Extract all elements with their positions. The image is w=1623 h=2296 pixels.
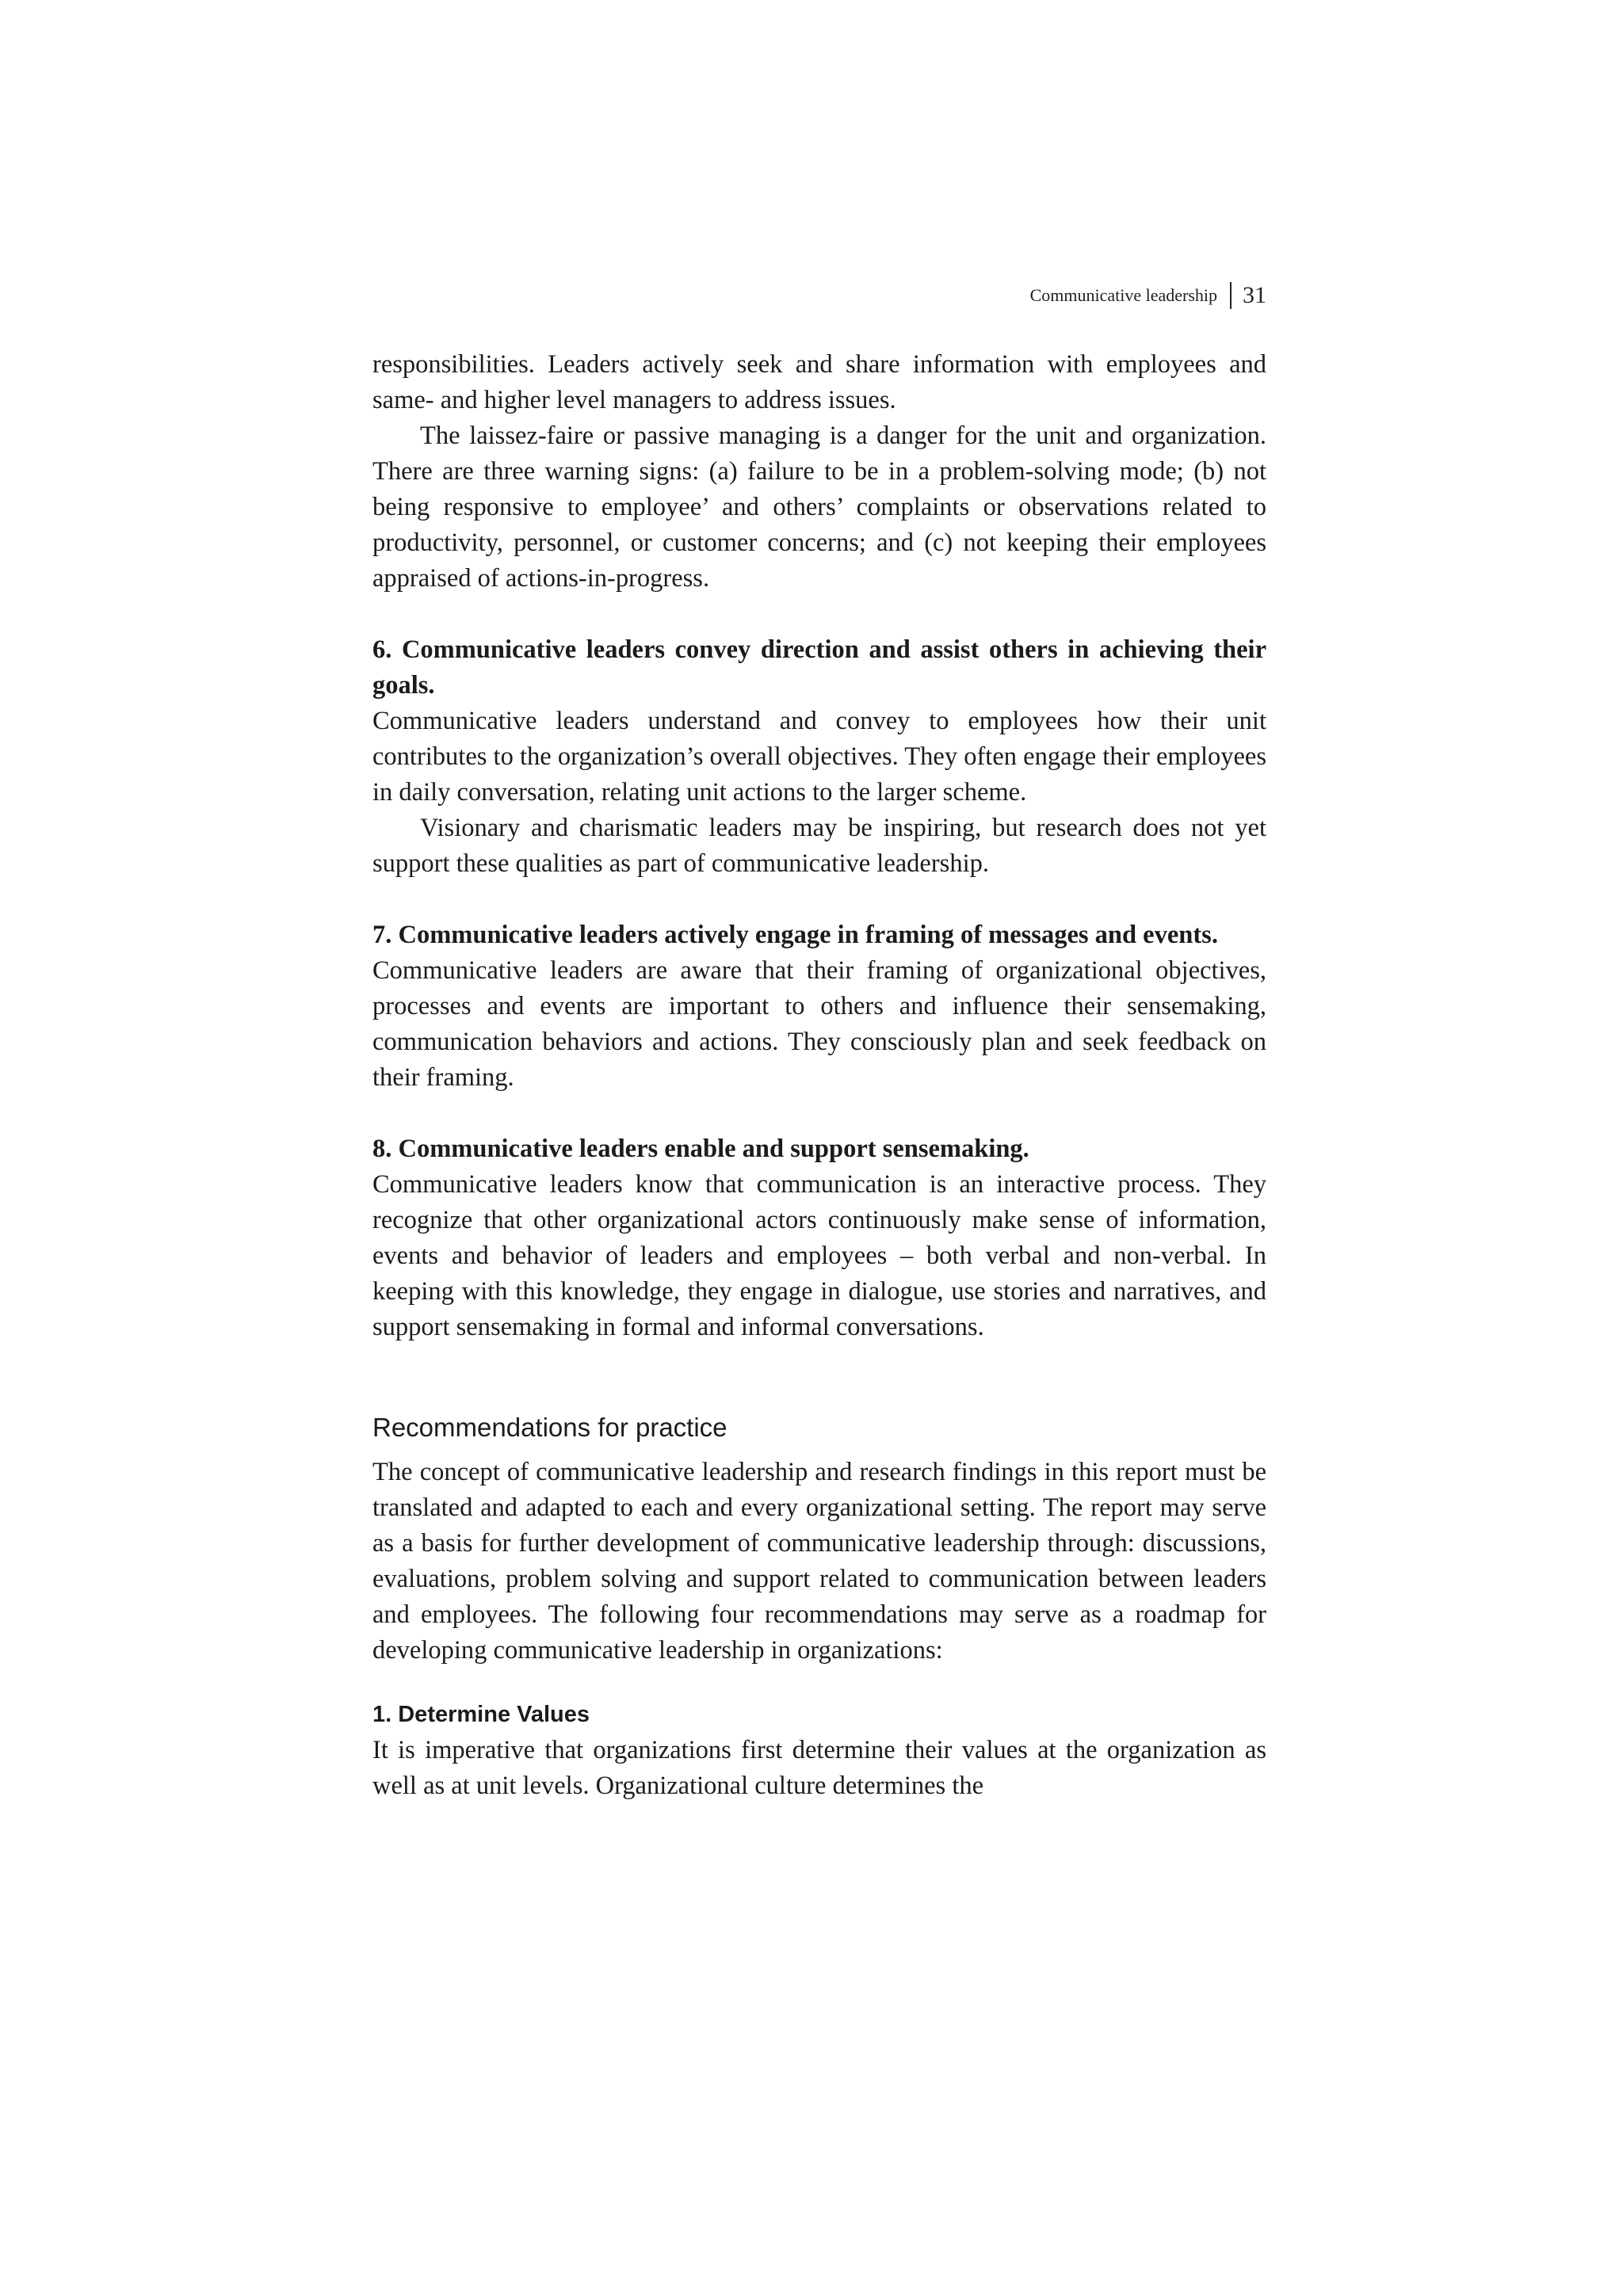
spacer	[372, 1096, 1266, 1131]
item-6-paragraph-2: Visionary and charismatic leaders may be inspiring, but research does not yet support these qualities as part of communicative leadership.	[372, 814, 1266, 878]
page-body	[372, 347, 1266, 1804]
header-divider	[1230, 282, 1232, 309]
page-number: 31	[1243, 282, 1266, 308]
item-8-paragraph-1: Communicative leaders know that communication is an interactive process. They recognize that other organizational actors continuously make sense of information, events and behavior of leaders and employees – both verbal and non-verbal. In keeping with this knowledge, they engage in dialogue, use stories and narratives, and support sensemaking in formal and informal conversations.	[372, 1170, 1266, 1341]
paragraph-responsibilities: responsibilities. Leaders actively seek and share information with employees and same- and higher level managers to address issues.	[372, 350, 1266, 414]
item-8-heading: 8. Communicative leaders enable and support sensemaking.	[372, 1135, 1029, 1163]
paragraph-laissez-faire: The laissez-faire or passive managing is a danger for the unit and organization. There are three warning signs: (a) failure to be in a problem-solving mode; (b) not being responsive to employee’ and others’ complaints or observations related to productivity, personnel, or customer concerns; and (c) not keeping their employees appraised of actions-in-progress.	[372, 421, 1266, 593]
item-7-paragraph-1: Communicative leaders are aware that their framing of organizational objectives, processes and events are important to others and influence their sensemaking, communication behaviors and actions. They consciously plan and seek feedback on their framing.	[372, 956, 1266, 1092]
subheading-determine-values: 1. Determine Values	[372, 1702, 590, 1727]
spacer	[372, 882, 1266, 917]
determine-values-paragraph-1: It is imperative that organizations first determine their values at the organization as well as at unit levels. Organizational culture determines the	[372, 1736, 1266, 1800]
item-6-paragraph-1: Communicative leaders understand and convey to employees how their unit contributes to the organization’s overall objectives. They often engage their employees in daily conversation, relating unit actions to the larger scheme.	[372, 707, 1266, 807]
spacer	[372, 1447, 1266, 1455]
spacer	[372, 1345, 1266, 1409]
section-heading-recommendations: Recommendations for practice	[372, 1413, 727, 1442]
item-7-heading: 7. Communicative leaders actively engage in framing of messages and events.	[372, 921, 1218, 949]
spacer	[372, 1669, 1266, 1697]
running-header	[372, 282, 1266, 309]
item-6-heading: 6. Communicative leaders convey direction and assist others in achieving their goals.	[372, 635, 1266, 700]
recommendations-paragraph-1: The concept of communicative leadership and research findings in this report must be translated and adapted to each and every organizational setting. The report may serve as a basis for further development of communicative leadership through: discussions, evaluations, problem solving and support related to communication between leaders and employees. The following four recommendations may serve as a roadmap for developing communicative leadership in organizations:	[372, 1458, 1266, 1665]
running-title: Communicative leadership	[1029, 285, 1217, 305]
spacer	[372, 597, 1266, 632]
